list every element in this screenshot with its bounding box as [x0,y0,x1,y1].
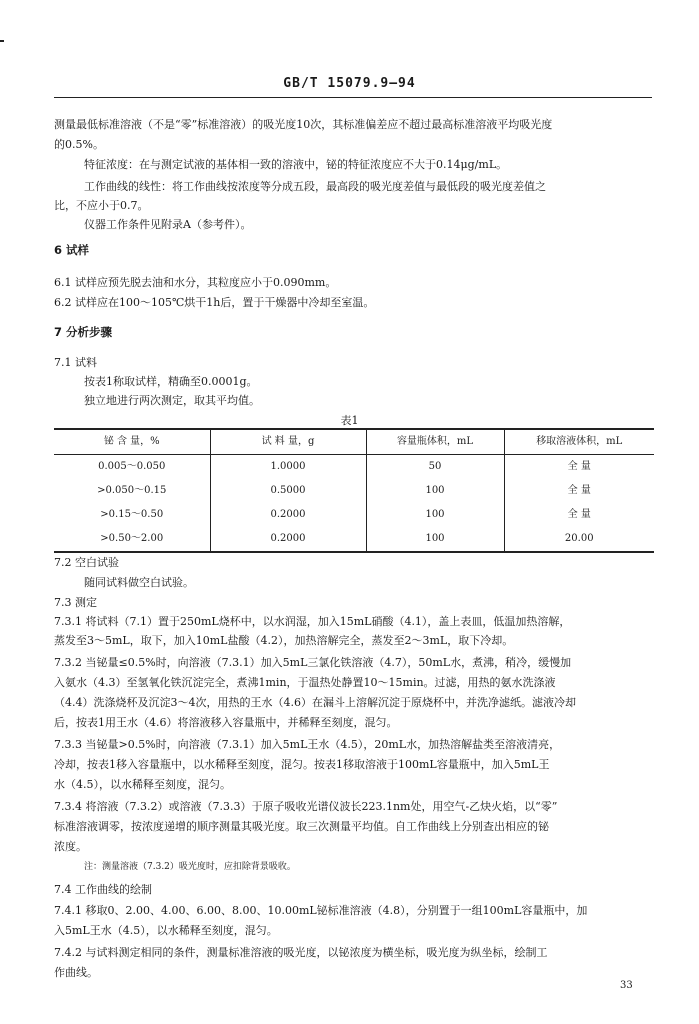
table-header-row [54,429,654,455]
table-cell: 50 [366,455,504,480]
para-line: 7.4.1 移取0、2.00、4.00、6.00、8.00、10.00mL铋标准溶液（4.8），分别置于一组100mL容量瓶中，加 [54,904,588,917]
para-line: 冷却，按表1移入容量瓶中，以水稀释至刻度，混匀。按表1移取溶液于100mL容量瓶中，加入5mL王 [54,758,550,771]
table-cell: 全 量 [504,479,654,503]
subsection-heading: 7.1 试料 [54,356,97,369]
para-line: 比，不应小于0.7。 [54,199,149,212]
table-cell: >0.50～2.00 [54,527,210,552]
para-line: 后，按表1用王水（4.6）将溶液移入容量瓶中，并稀释至刻度，混匀。 [54,716,398,729]
table-cell: 100 [366,479,504,503]
table-cell: 0.005～0.050 [98,460,166,472]
table-row [54,503,654,527]
para-line: 水（4.5），以水稀释至刻度，混匀。 [54,778,231,791]
para-line: 作曲线。 [54,966,98,979]
table-row [54,479,654,503]
table-caption: 表1 [340,414,359,427]
para-line: 6.2 试样应在100～105℃烘干1h后，置于干燥器中冷却至室温。 [54,296,375,309]
header-rule [54,97,652,98]
subsection-heading: 7.4 工作曲线的绘制 [54,883,152,896]
subsection-heading: 7.2 空白试验 [54,556,119,569]
table-cell: 0.2000 [210,527,366,552]
table-row [54,527,654,552]
section-heading: 7 分析步骤 [54,325,113,339]
para-line: 随同试料做空白试验。 [84,576,194,589]
sample-table [54,428,654,553]
para-line: 按表1称取试样，精确至0.0001g。 [84,375,258,388]
scan-mark [0,40,4,42]
table-row [54,455,654,480]
table-cell: 100 [366,503,504,527]
para-line: 独立地进行两次测定，取其平均值。 [84,394,260,407]
para-line: 6.1 试样应预先脱去油和水分，其粒度应小于0.090mm。 [54,276,337,289]
para-line: 7.3.4 将溶液（7.3.2）或溶液（7.3.3）于原子吸收光谱仪波长223.1nm处，用空气-乙炔火焰，以“零” [54,800,558,813]
table-header-cell: 铋 含 量，% [54,429,210,455]
para-line: 测量最低标准溶液（不是“零”标准溶液）的吸光度10次，其标准偏差应不超过最高标准溶液平均吸光度 [54,118,553,131]
table-cell: >0.15～0.50 [100,508,164,520]
table-cell: 20.00 [504,527,654,552]
table-cell: 1.0000 [210,455,366,480]
table-header-cell: 试 料 量，g [210,429,366,455]
page-number: 33 [620,980,633,991]
page-header: GB/T 15079.9—94 [283,76,416,91]
para-line: 入5mL王水（4.5），以水稀释至刻度，混匀。 [54,924,278,937]
section-heading: 6 试样 [54,243,90,257]
table-cell: 全 量 [504,503,654,527]
table-cell: 0.5000 [210,479,366,503]
subsection-heading: 7.3 测定 [54,596,97,609]
para-line: 浓度。 [54,840,87,853]
para-line: 标准溶液调零，按浓度递增的顺序测量其吸光度。取三次测量平均值。自工作曲线上分别查出相应的铋 [54,820,549,833]
table-cell: 全 量 [504,455,654,480]
para-line: 入氨水（4.3）至氢氧化铁沉淀完全，煮沸1min，于温热处静置10～15min。过滤，用热的氨水洗涤液 [54,676,556,689]
para-line: （4.4）洗涤烧杯及沉淀3～4次，用热的王水（4.6）在漏斗上溶解沉淀于原烧杯中，并洗净滤纸。滤液冷却 [54,696,576,709]
para-line: 蒸发至3～5mL，取下，加入10mL盐酸（4.2），加热溶解完全，蒸发至2～3mL，取下冷却。 [54,634,514,647]
para-line: 7.4.2 与试料测定相同的条件，测量标准溶液的吸光度，以铋浓度为横坐标，吸光度为纵坐标，绘制工 [54,946,548,959]
table-cell: >0.050～0.15 [97,484,167,496]
para-line: 工作曲线的线性：将工作曲线按浓度等分成五段，最高段的吸光度差值与最低段的吸光度差值之 [84,180,546,193]
footnote: 注：测量溶液（7.3.2）吸光度时，应扣除背景吸收。 [84,862,296,872]
para-line: 特征浓度：在与测定试液的基体相一致的溶液中，铋的特征浓度应不大于0.14μg/mL。 [84,158,508,171]
para-line: 7.3.3 当铋量>0.5%时，向溶液（7.3.1）加入5mL王水（4.5），20mL水，加热溶解盐类至溶液清亮， [54,738,561,751]
para-line: 的0.5%。 [54,138,104,151]
table-cell: 0.2000 [210,503,366,527]
para-line: 7.3.2 当铋量≤0.5%时，向溶液（7.3.1）加入5mL三氯化铁溶液（4.7），50mL水，煮沸，稍冷，缓慢加 [54,656,572,669]
table-cell: 100 [366,527,504,552]
table-header-cell: 移取溶液体积，mL [504,429,654,455]
para-line: 仪器工作条件见附录A（参考件）。 [84,218,252,231]
para-line: 7.3.1 将试料（7.1）置于250mL烧杯中，以水润湿，加入15mL硝酸（4.1），盖上表皿，低温加热溶解， [54,615,571,628]
table-header-cell: 容量瓶体积，mL [366,429,504,455]
